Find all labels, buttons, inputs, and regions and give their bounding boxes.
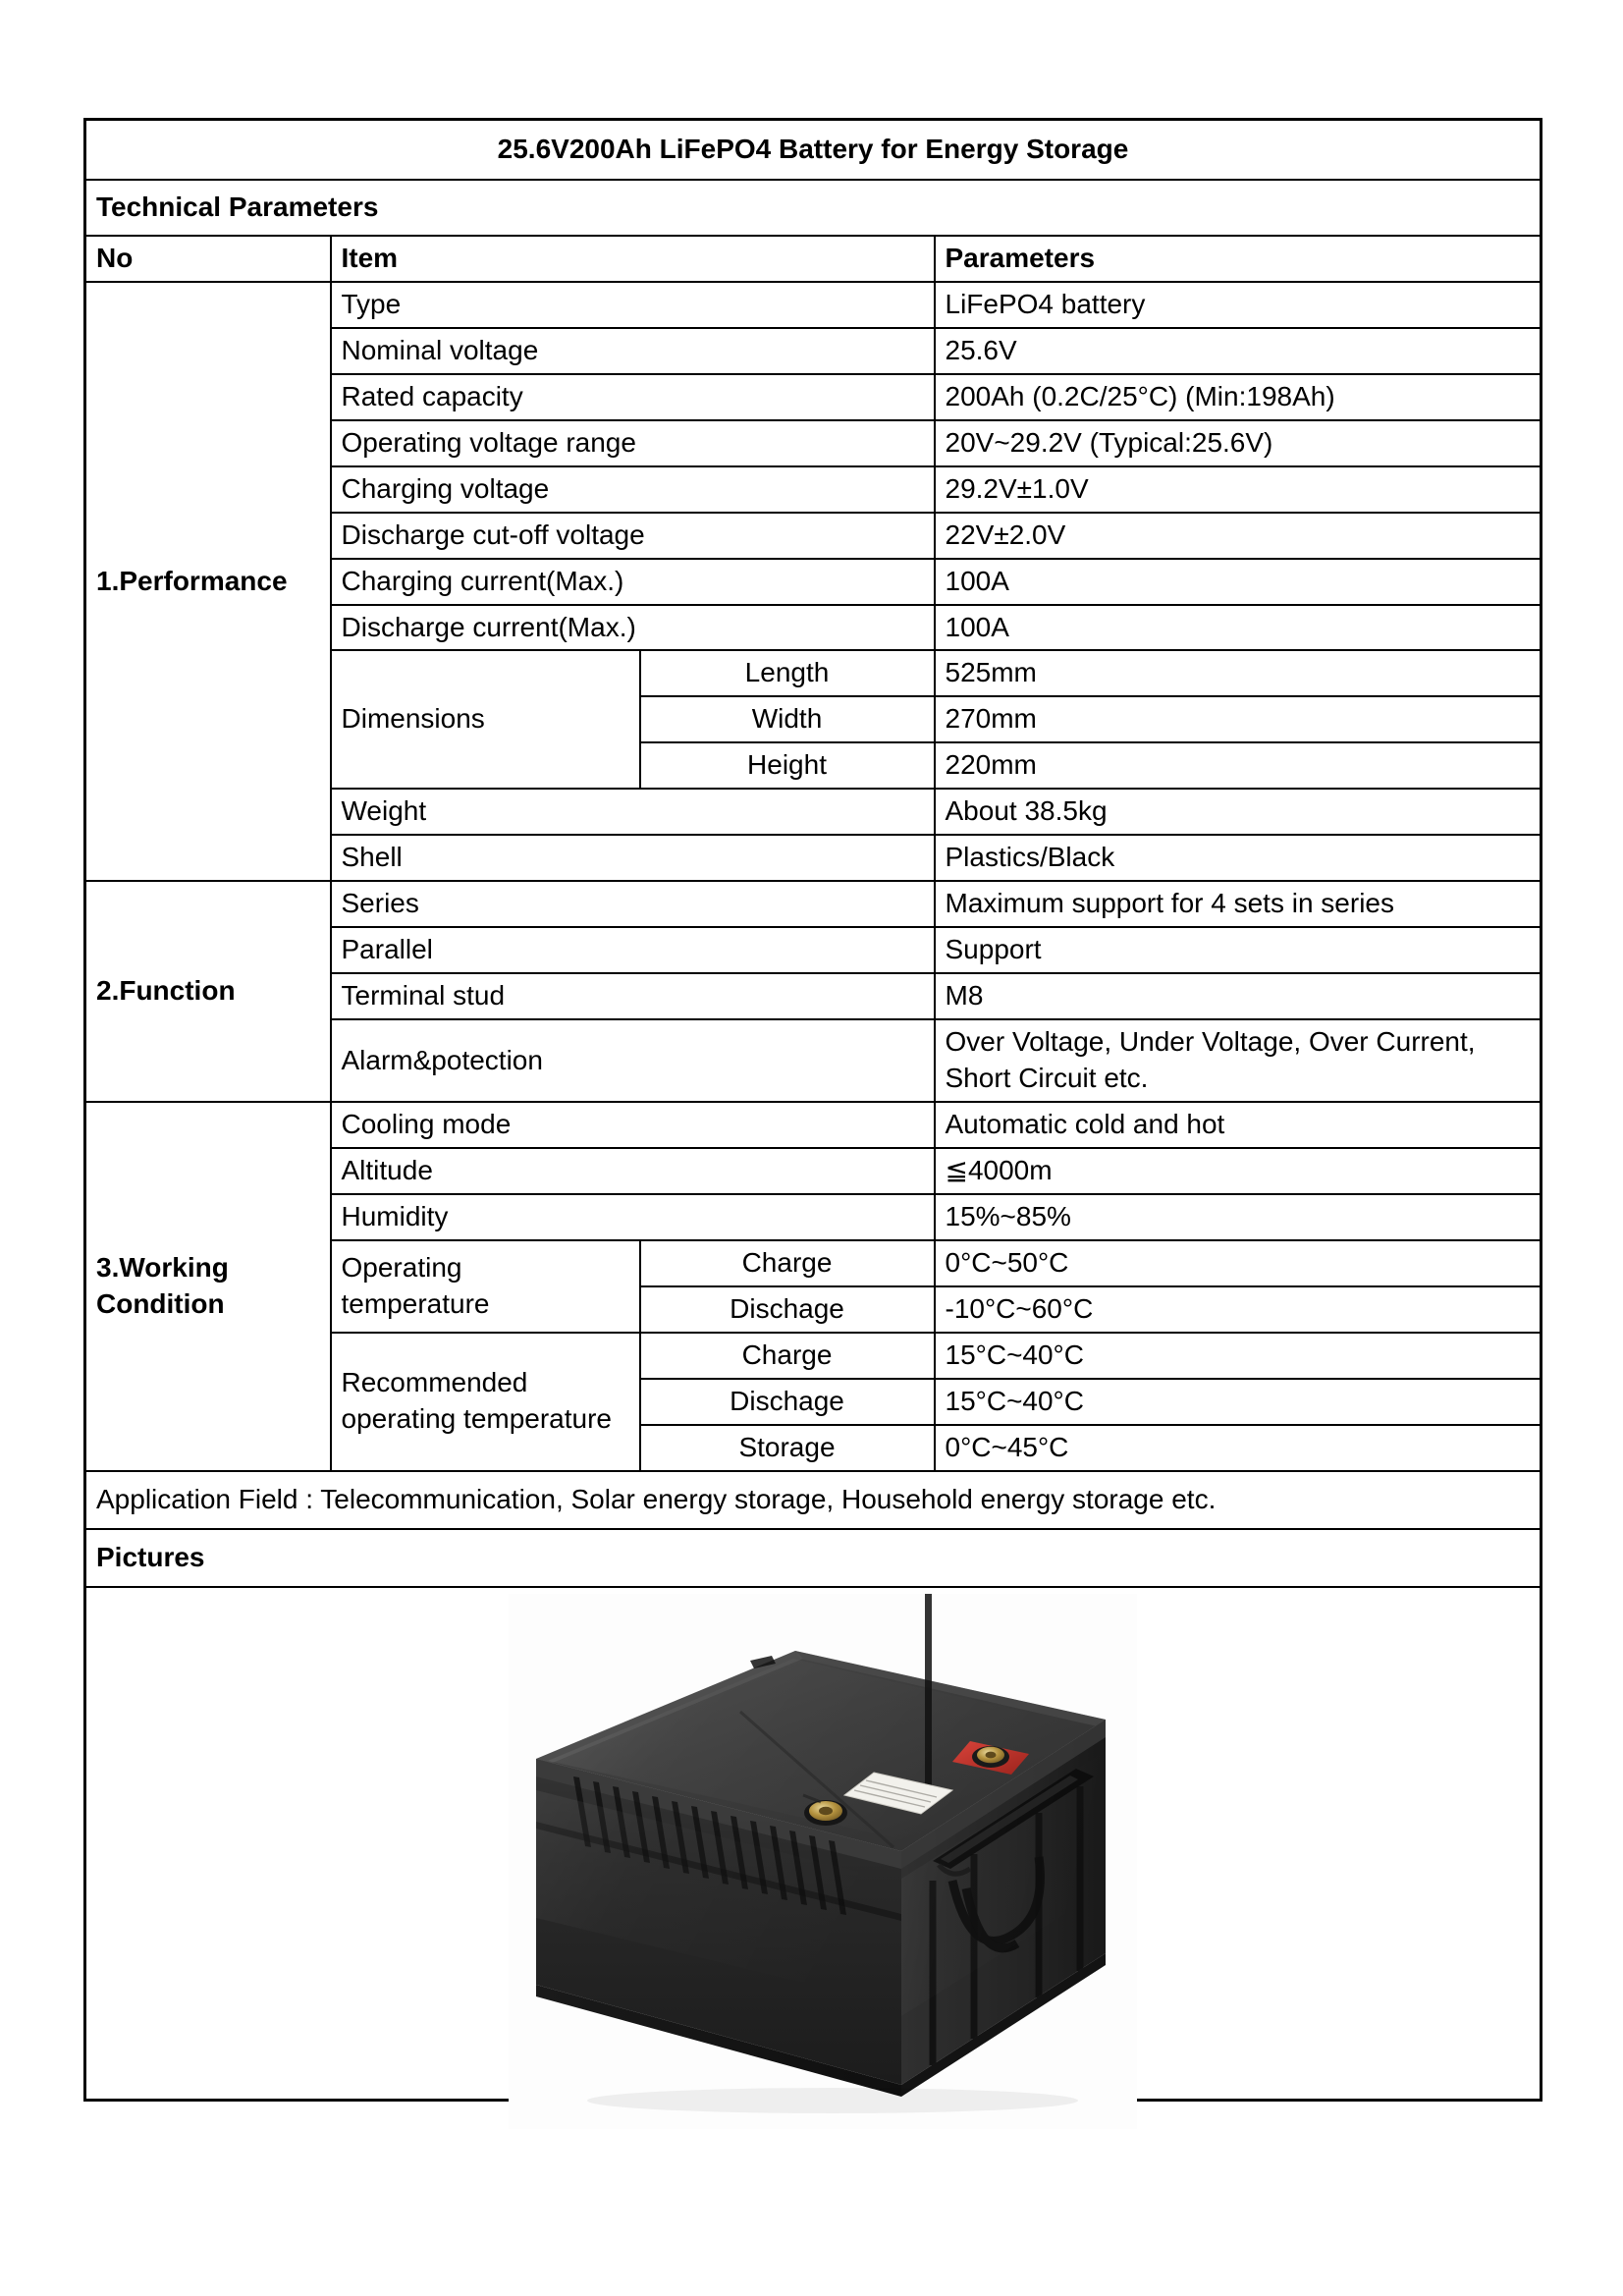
sub-label-discharge: Dischage — [640, 1286, 935, 1333]
item-value: 100A — [935, 605, 1542, 651]
operating-temp-line-2: temperature — [341, 1287, 490, 1319]
item-label: Operating voltage range — [331, 420, 935, 466]
item-label: Charging current(Max.) — [331, 559, 935, 605]
group-label-line-1: 3.Working — [96, 1251, 229, 1283]
item-value: 200Ah (0.2C/25°C) (Min:198Ah) — [935, 374, 1542, 420]
item-label-recommended-temperature — [331, 1333, 640, 1471]
sub-label-length: Length — [640, 650, 935, 696]
item-label: Cooling mode — [331, 1102, 935, 1148]
item-label: Humidity — [331, 1194, 935, 1240]
item-value: 0°C~45°C — [935, 1425, 1542, 1471]
pictures-heading: Pictures — [85, 1529, 1542, 1587]
item-label: Shell — [331, 835, 935, 881]
item-label-alarm-protection: Alarm&potection — [331, 1019, 935, 1102]
table-row — [85, 1102, 1542, 1148]
item-value: ≦4000m — [935, 1148, 1542, 1194]
sub-label-charge: Charge — [640, 1333, 935, 1379]
header-parameters: Parameters — [935, 236, 1542, 282]
item-value: Plastics/Black — [935, 835, 1542, 881]
sub-label-storage: Storage — [640, 1425, 935, 1471]
product-image-cell — [85, 1587, 1542, 2101]
item-label: Weight — [331, 789, 935, 835]
item-value: 25.6V — [935, 328, 1542, 374]
sub-label-height: Height — [640, 742, 935, 789]
application-field: Application Field : Telecommunication, Solar energy storage, Household energy storage etc. — [85, 1471, 1542, 1529]
item-value: Automatic cold and hot — [935, 1102, 1542, 1148]
battery-negative-terminal — [804, 1800, 847, 1826]
item-value: 20V~29.2V (Typical:25.6V) — [935, 420, 1542, 466]
pictures-row — [85, 1587, 1542, 2101]
item-value: 100A — [935, 559, 1542, 605]
operating-temp-line-1: Operating — [341, 1251, 462, 1283]
sub-label-charge: Charge — [640, 1240, 935, 1286]
table-row — [85, 881, 1542, 927]
pictures-heading-row — [85, 1529, 1542, 1587]
item-value: 220mm — [935, 742, 1542, 789]
item-value: -10°C~60°C — [935, 1286, 1542, 1333]
battery-illustration — [509, 1594, 1137, 2129]
product-image-stage — [509, 1594, 1137, 2129]
group-label-function: 2.Function — [85, 881, 331, 1102]
group-label-line-2: Condition — [96, 1287, 225, 1319]
column-header-row — [85, 236, 1542, 282]
item-value: 15%~85% — [935, 1194, 1542, 1240]
battery-side-ribs — [925, 1594, 932, 1803]
item-label: Terminal stud — [331, 973, 935, 1019]
item-value-alarm-protection: Over Voltage, Under Voltage, Over Current, Short Circuit etc. — [935, 1019, 1542, 1102]
group-label-performance: 1.Performance — [85, 282, 331, 881]
application-field-row — [85, 1471, 1542, 1529]
item-label: Discharge current(Max.) — [331, 605, 935, 651]
item-value: Support — [935, 927, 1542, 973]
item-label: Parallel — [331, 927, 935, 973]
header-item: Item — [331, 236, 935, 282]
document-title: 25.6V200Ah LiFePO4 Battery for Energy Storage — [85, 120, 1542, 180]
group-label-working-condition — [85, 1102, 331, 1471]
item-label: Discharge cut-off voltage — [331, 513, 935, 559]
item-label: Altitude — [331, 1148, 935, 1194]
technical-parameters-heading: Technical Parameters — [85, 180, 1542, 236]
sub-label-width: Width — [640, 696, 935, 742]
recommended-temp-line-1: Recommended — [341, 1367, 528, 1398]
item-value: Maximum support for 4 sets in series — [935, 881, 1542, 927]
item-value: 29.2V±1.0V — [935, 466, 1542, 513]
table-row — [85, 282, 1542, 328]
item-label-operating-temperature — [331, 1240, 640, 1333]
specification-table — [83, 118, 1542, 2102]
item-label: Series — [331, 881, 935, 927]
sub-label-discharge: Dischage — [640, 1379, 935, 1425]
item-value: 0°C~50°C — [935, 1240, 1542, 1286]
item-value: M8 — [935, 973, 1542, 1019]
item-value: LiFePO4 battery — [935, 282, 1542, 328]
item-value: 15°C~40°C — [935, 1333, 1542, 1379]
item-value: 22V±2.0V — [935, 513, 1542, 559]
header-no: No — [85, 236, 331, 282]
title-row — [85, 120, 1542, 180]
item-label: Type — [331, 282, 935, 328]
recommended-temp-line-2: operating temperature — [341, 1403, 613, 1435]
item-value: About 38.5kg — [935, 789, 1542, 835]
item-label: Rated capacity — [331, 374, 935, 420]
item-value: 270mm — [935, 696, 1542, 742]
item-label: Charging voltage — [331, 466, 935, 513]
item-label-dimensions: Dimensions — [331, 650, 640, 789]
item-value: 15°C~40°C — [935, 1379, 1542, 1425]
item-label: Nominal voltage — [331, 328, 935, 374]
item-value: 525mm — [935, 650, 1542, 696]
technical-parameters-row — [85, 180, 1542, 236]
